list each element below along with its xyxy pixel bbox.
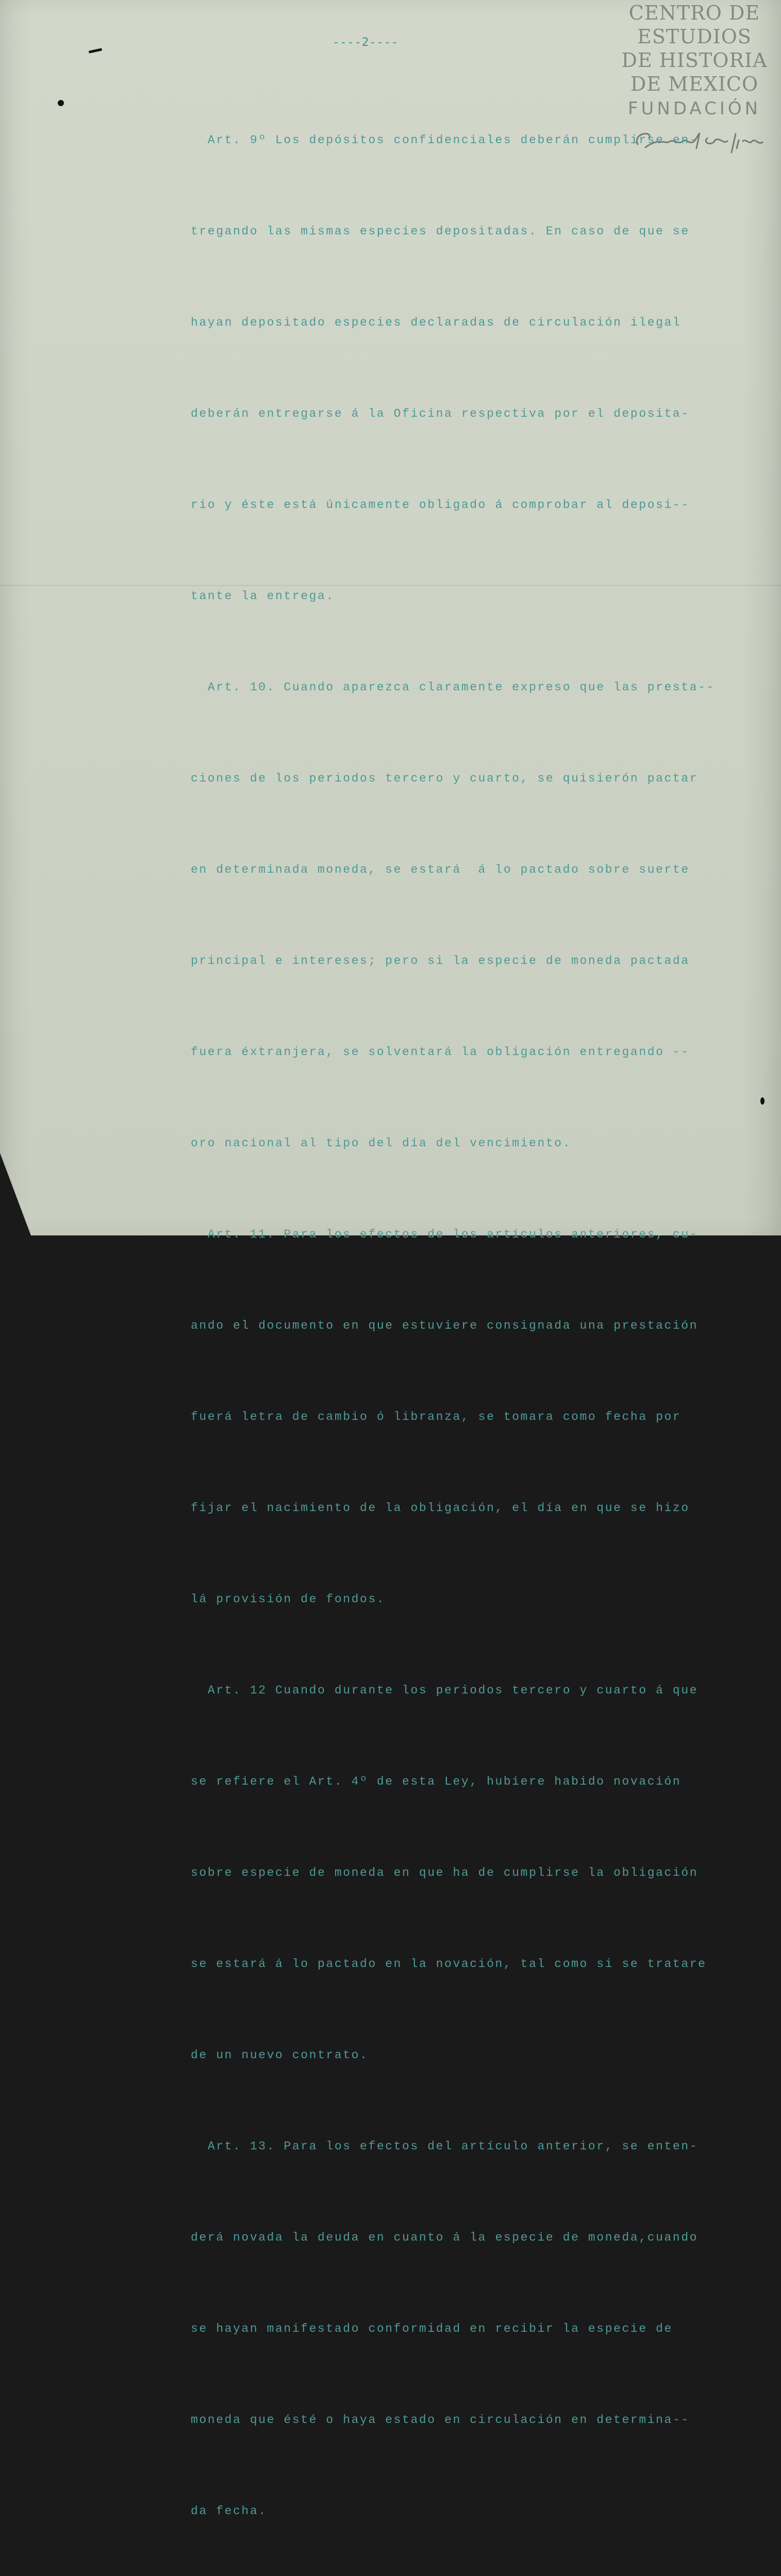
text-line: oro nacional al tipo del día del vencimiento. <box>191 1137 572 1150</box>
text-line: fijar el nacimiento de la obligación, el día en que se hizo <box>191 1501 690 1515</box>
text-line: se estará á lo pactado en la novación, tal como si se tratare <box>191 1957 707 1971</box>
text-line: principal e intereses; pero si la especie de moneda pactada <box>191 954 690 968</box>
text-line: fuerá letra de cambio ó libranza, se tomara como fecha por <box>191 1410 682 1423</box>
text-line: deberán entregarse á la Oficina respectiva por el deposita- <box>191 407 690 420</box>
watermark-line-4: DE MEXICO <box>630 73 759 95</box>
ink-spot <box>760 1097 765 1105</box>
watermark-line-1: CENTRO DE <box>628 2 760 24</box>
watermark-line-3: DE HISTORIA <box>621 49 768 72</box>
text-line: Art. 13. Para los efectos del artículo anterior, se enten- <box>191 2140 699 2153</box>
text-line: tregando las mismas especies depositadas. En caso de que se <box>191 225 690 238</box>
text-line: fuera éxtranjera, se solventará la obligación entregando -- <box>191 1045 690 1059</box>
text-line: derá novada la deuda en cuanto á la especie de moneda,cuando <box>191 2231 699 2244</box>
text-line: rio y éste está únicamente obligado á comprobar al deposi-- <box>191 498 690 512</box>
watermark-foundation: FUNDACIÓN <box>627 98 761 119</box>
ink-spot <box>58 100 64 106</box>
page-number: ----2---- <box>333 36 399 49</box>
text-line: lá provisión de fondos. <box>191 1592 386 1606</box>
text-line: ando el documento en que estuviere consignada una prestación <box>191 1319 699 1332</box>
text-line: ciones de los periodos tercero y cuarto, se quisierón pactar <box>191 772 699 785</box>
text-line: Art. 9º Los depósitos confidenciales deberán cumplirse en- <box>191 133 699 147</box>
text-line: moneda que ésté o haya estado en circulación en determina-- <box>191 2413 690 2427</box>
ink-mark-top-left <box>89 48 102 53</box>
text-line: hayan depositado especies declaradas de circulación ilegal <box>191 316 682 329</box>
torn-corner <box>0 1153 31 1235</box>
text-line: se refiere el Art. 4º de esta Ley, hubiere habido novación <box>191 1775 682 1788</box>
text-line: sobre especie de moneda en que ha de cumplirse la obligación <box>191 1866 699 1879</box>
text-line: de un nuevo contrato. <box>191 2048 369 2062</box>
text-line: da fecha. <box>191 2504 267 2518</box>
text-line: Art. 12 Cuando durante los periodos tercero y cuarto á que <box>191 1684 699 1697</box>
text-line: se hayan manifestado conformidad en recibir la especie de <box>191 2322 673 2335</box>
text-line: en determinada moneda, se estará á lo pactado sobre suerte <box>191 863 690 876</box>
typed-body-text <box>191 64 753 2576</box>
watermark-line-2: ESTUDIOS <box>637 25 752 48</box>
text-line: Art. 10. Cuando aparezca claramente expreso que las presta-- <box>191 681 715 694</box>
text-line: Art. 11. Para los efectos de los artículos anteriores, cu- <box>191 1228 699 1241</box>
text-line: tante la entrega. <box>191 589 335 603</box>
